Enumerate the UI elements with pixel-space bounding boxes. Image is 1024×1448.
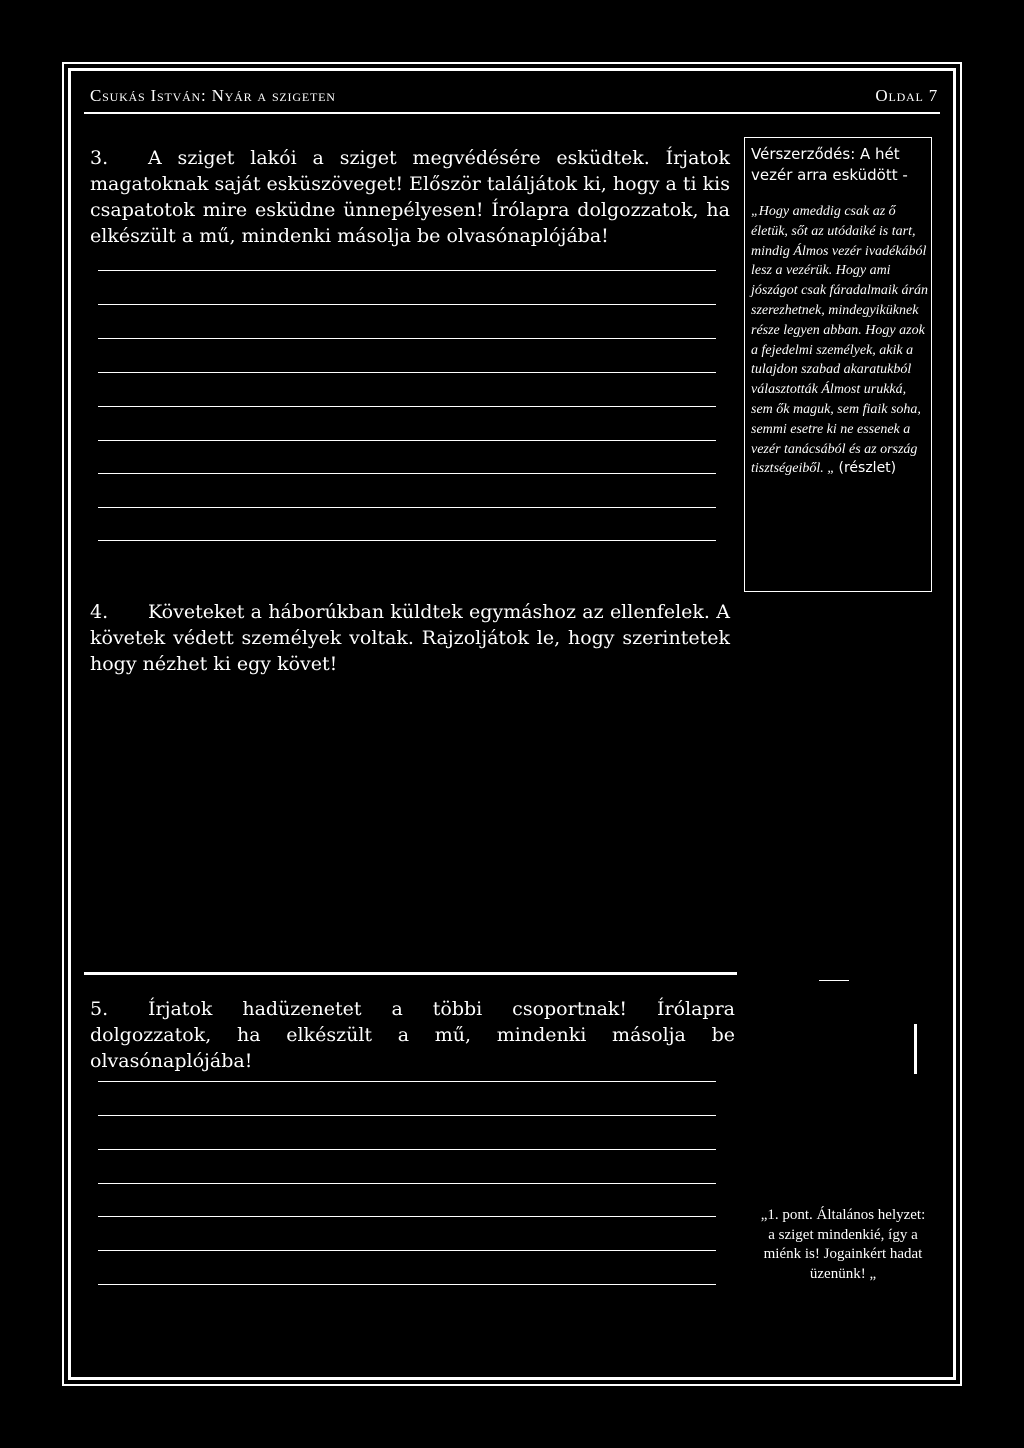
writing-line[interactable] bbox=[98, 338, 716, 339]
task-3-text: A sziget lakói a sziget megvédésére esküdtek. Írjatok magatoknak saját esküszöveget! Először találjátok ki, hogy a ti kis csapatotok mire esküdne ünnepélyesen! Írólapra dolgozzatok, ha elkészült a mű, mindenki másolja be olvasónaplójába! bbox=[90, 147, 730, 247]
writing-line[interactable] bbox=[98, 540, 716, 541]
sidebox-quote bbox=[751, 202, 929, 479]
task-4-text: Követeket a háborúkban küldtek egymáshoz az ellenfelek. A követek védett személyek voltak. Rajzoljátok le, hogy szerintetek hogy nézhet ki egy követ! bbox=[90, 601, 730, 675]
sidebox-lead: Vérszerződés: A hét vezér arra esküdött - bbox=[751, 145, 908, 184]
writing-line[interactable] bbox=[98, 372, 716, 373]
writing-line[interactable] bbox=[98, 1183, 716, 1184]
sidebox-quote-tail: (részlet) bbox=[838, 460, 897, 477]
header-divider bbox=[84, 112, 940, 114]
writing-line[interactable] bbox=[98, 440, 716, 441]
task-3 bbox=[90, 145, 730, 249]
blood-oath-sidebox bbox=[744, 137, 932, 592]
writing-line[interactable] bbox=[98, 270, 716, 271]
writing-line[interactable] bbox=[98, 507, 716, 508]
page-header bbox=[90, 86, 938, 110]
vertical-bar-mark bbox=[914, 1024, 917, 1074]
writing-line[interactable] bbox=[98, 1250, 716, 1251]
task-5 bbox=[90, 996, 735, 1074]
writing-line[interactable] bbox=[98, 406, 716, 407]
writing-line[interactable] bbox=[98, 1284, 716, 1285]
header-title: Csukás István: Nyár a szigeten bbox=[90, 86, 336, 105]
task-5-text: Írjatok hadüzenetet a többi csoportnak! Írólapra dolgozzatok, ha elkészült a mű, mindenki másolja be olvasónaplójába! bbox=[90, 998, 735, 1072]
writing-line[interactable] bbox=[98, 1115, 716, 1116]
task-4 bbox=[90, 599, 730, 677]
header-page-number: Oldal 7 bbox=[875, 86, 938, 105]
section-divider bbox=[84, 972, 737, 975]
writing-line[interactable] bbox=[98, 304, 716, 305]
task-3-number: 3. bbox=[90, 147, 109, 169]
writing-line[interactable] bbox=[98, 1149, 716, 1150]
writing-line[interactable] bbox=[98, 1081, 716, 1082]
short-dash-mark bbox=[819, 980, 849, 981]
writing-line[interactable] bbox=[98, 473, 716, 474]
sidebox-quote-text: „Hogy ameddig csak az ő életük, sőt az utódaiké is tart, mindig Álmos vezér ivadékából lesz a vezérük. Hogy ami jószágot csak fáradalmaik árán szerezhetnek, mindegyiküknek része legyen abban. Hogy azok a fejedelmi személyek, akik a tulajdon szabad akaratukból választották Álmost urukká, sem ők maguk, sem fiaik soha, semmi esetre ki ne essenek a vezér tanácsából és az ország tisztségeiből. „ bbox=[751, 204, 928, 477]
task-5-number: 5. bbox=[90, 998, 109, 1020]
task-4-number: 4. bbox=[90, 601, 109, 623]
writing-line[interactable] bbox=[98, 1216, 716, 1217]
war-declaration-note: „1. pont. Általános helyzet: a sziget mindenkié, így a miénk is! Jogainkért hadat üzenünk! „ bbox=[760, 1207, 926, 1282]
